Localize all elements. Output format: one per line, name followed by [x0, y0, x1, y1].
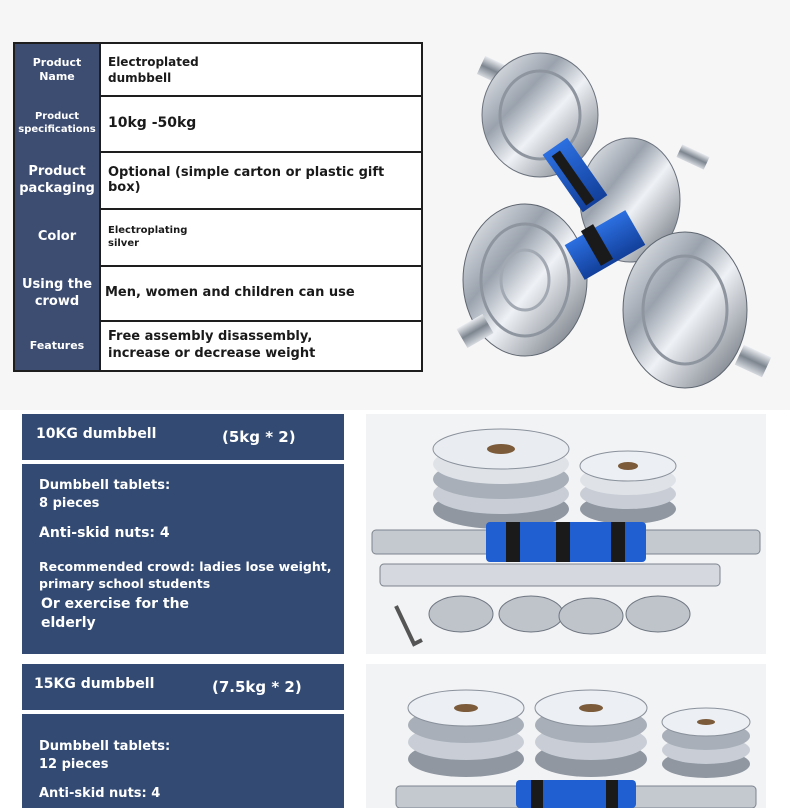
spec-label-color: Color: [15, 208, 101, 265]
spec-row-name: [15, 44, 421, 97]
spec-value-features-text: Free assembly disassembly, increase or decrease weight: [108, 329, 316, 361]
product-10kg-details: [22, 464, 344, 654]
product-10kg-name: 10KG dumbbell: [36, 426, 157, 442]
product-15kg-split: (7.5kg * 2): [212, 678, 302, 696]
dumbbell-hero-image: [440, 40, 780, 390]
spec-value-specifications: 10kg -50kg: [108, 115, 197, 131]
product-15kg-name: 15KG dumbbell: [34, 676, 155, 692]
front-dumbbell: [457, 204, 772, 388]
product-10kg-split: (5kg * 2): [222, 428, 296, 446]
product-15kg-nuts: Anti-skid nuts: 4: [39, 786, 161, 801]
spec-label-specifications: Product specifications: [15, 95, 101, 151]
spec-row-features: [15, 320, 421, 370]
product-15kg-details: [22, 714, 344, 808]
spec-row-specifications: [15, 95, 421, 153]
spec-label-features: Features: [15, 320, 101, 370]
plates-stack-2: [535, 690, 647, 777]
plates-stack-large: [433, 429, 569, 529]
connector-bar: [380, 564, 720, 586]
spec-value-name: [101, 44, 421, 95]
product-10kg-crowd: Recommended crowd: ladies lose weight, primary school students: [39, 559, 332, 591]
spec-row-packaging: [15, 151, 421, 210]
plates-stack-1: [408, 690, 524, 777]
product-10kg-nuts: Anti-skid nuts: 4: [39, 525, 170, 541]
spec-value-color: [101, 208, 421, 265]
spec-label-crowd: Using the crowd: [15, 265, 101, 320]
spec-row-crowd: [15, 265, 421, 322]
product-10kg-tablets: [39, 477, 239, 513]
product-15kg-header: [22, 664, 344, 710]
product-10kg-crowd-extra: Or exercise for the elderly: [41, 596, 190, 631]
spec-label-name: Product Name: [15, 44, 101, 95]
product-15kg-tablets-value: 12 pieces: [39, 757, 109, 772]
product-10kg-tablets-label: Dumbbell tablets:: [39, 478, 171, 493]
product-15kg-photo: [366, 664, 766, 808]
spec-value-name-text: Electroplated dumbbell: [108, 54, 199, 85]
spec-table: [13, 42, 423, 372]
product-10kg-header: [22, 414, 344, 460]
product-15kg-tablets: [39, 738, 239, 774]
product-10kg-tablets-value: 8 pieces: [39, 496, 100, 511]
spec-value-packaging: Optional (simple carton or plastic gift box): [108, 164, 385, 195]
spec-value-features: [101, 320, 421, 370]
plates-stack-3: [662, 708, 750, 778]
plates-stack-small: [580, 451, 676, 524]
spec-value-color-text: Electroplating silver: [108, 224, 188, 249]
product-15kg-tablets-label: Dumbbell tablets:: [39, 739, 171, 754]
spec-row-color: [15, 208, 421, 267]
product-10kg-photo: [366, 414, 766, 654]
spec-label-packaging: Product packaging: [15, 151, 101, 208]
spec-value-crowd: Men, women and children can use: [105, 285, 355, 300]
